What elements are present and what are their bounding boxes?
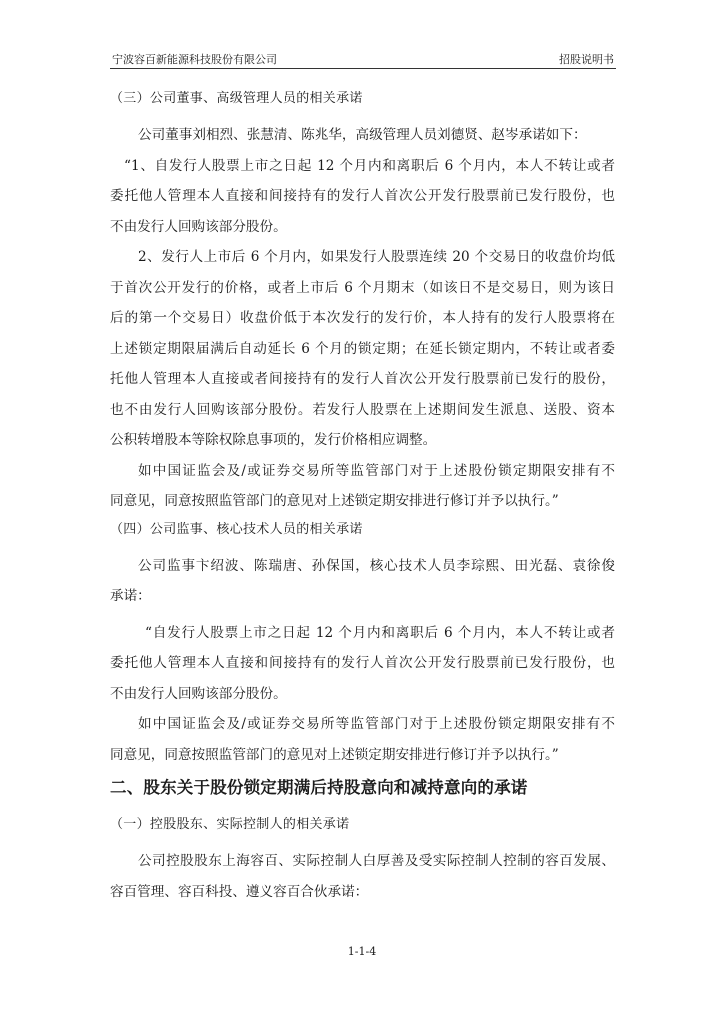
text-line: “自发行人股票上市之日起 12 个月内和离职后 6 个月内，本人不转让或者 (145, 624, 615, 641)
page-number: 1-1-4 (347, 945, 377, 958)
part-2-section-1-intro (110, 846, 615, 907)
text-line: 不由发行人回购该部分股份。 (110, 218, 287, 235)
section-3-heading: （三）公司董事、高级管理人员的相关承诺 (110, 91, 363, 106)
section-4-commitment-2 (110, 709, 615, 770)
text-line: 公司监事卞绍波、陈瑞唐、孙保国，核心技术人员李琮熙、田光磊、袁徐俊 (138, 557, 615, 574)
text-line: 不由发行人回购该部分股份。 (110, 685, 287, 702)
page-content (110, 86, 615, 907)
section-4-heading: （四）公司监事、核心技术人员的相关承诺 (110, 521, 363, 537)
page-header (110, 50, 616, 69)
text-line: 也不由发行人回购该部分股份。若发行人股票在上述期间发生派息、送股、资本 (110, 401, 615, 418)
text-line: 于首次公开发行的价格，或者上市后 6 个月期末（如该日不是交易日，则为该日 (110, 279, 615, 296)
text-line: 同意见，同意按照监管部门的意见对上述锁定期安排进行修订并予以执行。” (110, 746, 559, 763)
text-line: 承诺： (110, 588, 151, 604)
section-4-intro (110, 551, 615, 612)
header-document-type: 招股说明书 (559, 53, 614, 66)
text-line: 2、发行人上市后 6 个月内，如果发行人股票连续 20 个交易日的收盘价均低 (138, 249, 615, 265)
text-line: 公司控股股东上海容百、实际控制人白厚善及受实际控制人控制的容百发展、 (138, 853, 615, 869)
text-line: 容百管理、容百科投、遵义容百合伙承诺： (110, 883, 369, 900)
text-line: 公积转增股本等除权除息事项的，发行价格相应调整。 (110, 432, 437, 448)
header-company-name: 宁波容百新能源科技股份有限公司 (112, 53, 277, 66)
text-line: 后的第一个交易日）收盘价低于本次发行的发行价，本人持有的发行人股票将在 (110, 310, 615, 326)
section-3-commitment-1 (110, 151, 615, 243)
section-3-intro (110, 120, 615, 151)
text-line: 如中国证监会及/或证券交易所等监管部门对于上述股份锁定期限安排有不 (138, 716, 615, 732)
text-line: 委托他人管理本人直接和间接持有的发行人首次公开发行股票前已发行股份，也 (110, 655, 615, 671)
part-2-section-1-heading: （一）控股股东、实际控制人的相关承诺 (110, 817, 350, 832)
section-4-commitment-1 (110, 618, 615, 710)
section-3-commitment-3 (110, 456, 615, 517)
section-3-commitment-2 (110, 242, 615, 456)
text-line: 委托他人管理本人直接和间接持有的发行人首次公开发行股票前已发行股份，也 (110, 188, 615, 204)
text-line: 托他人管理本人直接或者间接持有的发行人首次公开发行股票前已发行的股份， (110, 371, 615, 387)
text-line: “1、自发行人股票上市之日起 12 个月内和离职后 6 个月内，本人不转让或者 (124, 157, 615, 174)
text-line: 公司董事刘相烈、张慧清、陈兆华，高级管理人员刘德贤、赵岑承诺如下： (138, 127, 587, 143)
text-line: 上述锁定期限届满后自动延长 6 个月的锁定期；在延长锁定期内，不转让或者委 (110, 340, 615, 357)
text-line: 同意见，同意按照监管部门的意见对上述锁定期安排进行修订并予以执行。” (110, 493, 559, 509)
text-line: 如中国证监会及/或证券交易所等监管部门对于上述股份锁定期限安排有不 (138, 462, 615, 479)
part-2-heading: 二、股东关于股份锁定期满后持股意向和减持意向的承诺 (110, 778, 528, 797)
